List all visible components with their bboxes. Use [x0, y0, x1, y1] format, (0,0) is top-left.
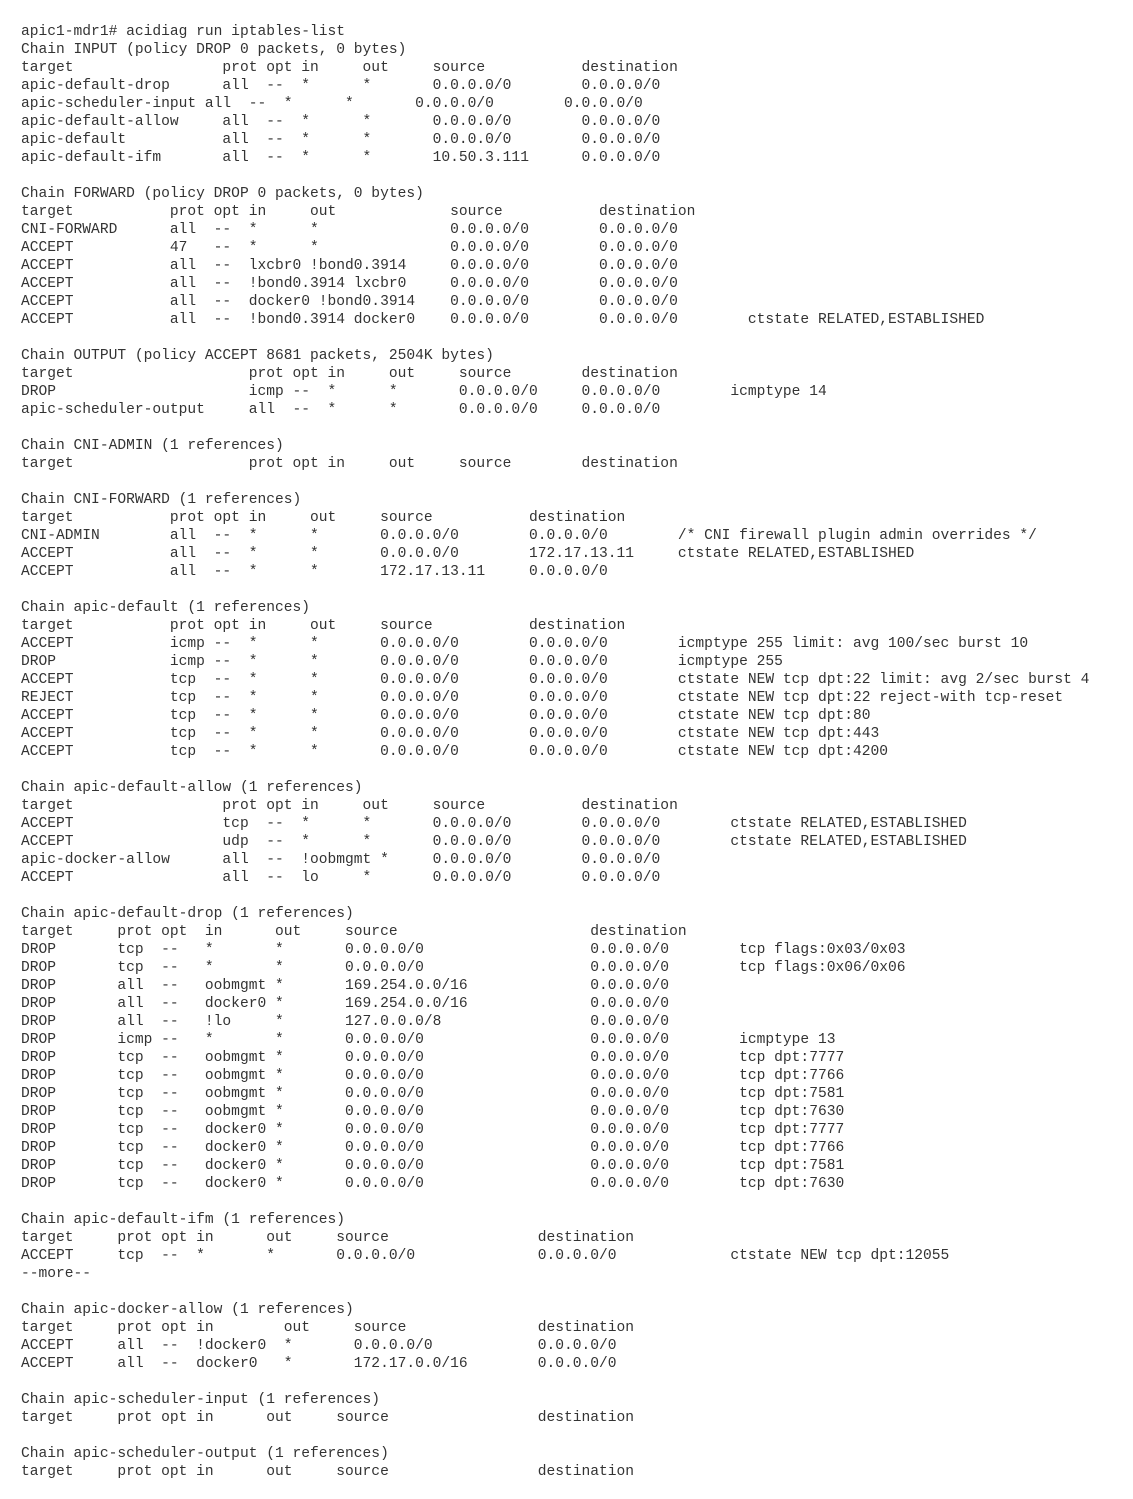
terminal-command-line: apic1-mdr1# acidiag run iptables-list — [21, 24, 346, 40]
terminal-line: ACCEPT all -- !docker0 * 0.0.0.0/0 0.0.0.0/0 — [21, 1338, 617, 1354]
terminal-line: apic-default all -- * * 0.0.0.0/0 0.0.0.0/0 — [21, 132, 661, 148]
terminal-line: ACCEPT icmp -- * * 0.0.0.0/0 0.0.0.0/0 icmptype 255 limit: avg 100/sec burst 10 — [21, 636, 1029, 652]
terminal-line: DROP tcp -- * * 0.0.0.0/0 0.0.0.0/0 tcp flags:0x06/0x06 — [21, 960, 906, 976]
terminal-line: Chain FORWARD (policy DROP 0 packets, 0 bytes) — [21, 186, 424, 202]
terminal-line: ACCEPT all -- docker0 !bond0.3914 0.0.0.0/0 0.0.0.0/0 — [21, 294, 678, 310]
terminal-line: ACCEPT tcp -- * * 0.0.0.0/0 0.0.0.0/0 ctstate NEW tcp dpt:22 limit: avg 2/sec burst 4 — [21, 672, 1090, 688]
terminal-line: apic-scheduler-input all -- * * 0.0.0.0/0 0.0.0.0/0 — [21, 96, 643, 112]
terminal-line — [21, 419, 1121, 437]
terminal-line: DROP tcp -- docker0 * 0.0.0.0/0 0.0.0.0/0 tcp dpt:7766 — [21, 1140, 845, 1156]
terminal-line: DROP all -- oobmgmt * 169.254.0.0/16 0.0.0.0/0 — [21, 978, 670, 994]
terminal-line — [21, 1373, 1121, 1391]
terminal-line — [21, 1193, 1121, 1211]
terminal-line — [21, 581, 1121, 599]
terminal-line: target prot opt in out source destination — [21, 798, 678, 814]
terminal-line: DROP tcp -- docker0 * 0.0.0.0/0 0.0.0.0/0 tcp dpt:7777 — [21, 1122, 845, 1138]
terminal-line: apic-scheduler-output all -- * * 0.0.0.0/0 0.0.0.0/0 — [21, 402, 661, 418]
terminal-line: ACCEPT all -- lo * 0.0.0.0/0 0.0.0.0/0 — [21, 870, 661, 886]
terminal-line: Chain INPUT (policy DROP 0 packets, 0 bytes) — [21, 42, 407, 58]
terminal-line: target prot opt in out source destination — [21, 510, 626, 526]
terminal-line: Chain CNI-FORWARD (1 references) — [21, 492, 302, 508]
terminal-line: ACCEPT tcp -- * * 0.0.0.0/0 0.0.0.0/0 ctstate NEW tcp dpt:4200 — [21, 744, 889, 760]
terminal-line: DROP tcp -- docker0 * 0.0.0.0/0 0.0.0.0/0 tcp dpt:7581 — [21, 1158, 845, 1174]
terminal-line: DROP tcp -- oobmgmt * 0.0.0.0/0 0.0.0.0/0 tcp dpt:7630 — [21, 1104, 845, 1120]
terminal-line: apic-default-drop all -- * * 0.0.0.0/0 0.0.0.0/0 — [21, 78, 661, 94]
terminal-line: Chain apic-default-ifm (1 references) — [21, 1212, 346, 1228]
terminal-line: Chain apic-default-drop (1 references) — [21, 906, 354, 922]
terminal-line: Chain OUTPUT (policy ACCEPT 8681 packets, 2504K bytes) — [21, 348, 494, 364]
terminal-line: target prot opt in out source destination — [21, 1464, 635, 1480]
terminal-line: Chain apic-default-allow (1 references) — [21, 780, 363, 796]
terminal-line — [21, 887, 1121, 905]
terminal-output — [21, 23, 1121, 1481]
terminal-line: DROP icmp -- * * 0.0.0.0/0 0.0.0.0/0 icmptype 14 — [21, 384, 827, 400]
terminal-line: target prot opt in out source destination — [21, 60, 678, 76]
terminal-line: ACCEPT all -- !bond0.3914 docker0 0.0.0.0/0 0.0.0.0/0 ctstate RELATED,ESTABLISHED — [21, 312, 985, 328]
terminal-line: ACCEPT all -- docker0 * 172.17.0.0/16 0.0.0.0/0 — [21, 1356, 617, 1372]
terminal-line: target prot opt in out source destination — [21, 366, 678, 382]
terminal-line: apic-docker-allow all -- !oobmgmt * 0.0.0.0/0 0.0.0.0/0 — [21, 852, 661, 868]
terminal-line: ACCEPT 47 -- * * 0.0.0.0/0 0.0.0.0/0 — [21, 240, 678, 256]
terminal-line: REJECT tcp -- * * 0.0.0.0/0 0.0.0.0/0 ctstate NEW tcp dpt:22 reject-with tcp-reset — [21, 690, 1064, 706]
terminal-line: Chain CNI-ADMIN (1 references) — [21, 438, 284, 454]
terminal-line: apic-default-ifm all -- * * 10.50.3.111 0.0.0.0/0 — [21, 150, 661, 166]
terminal-line: DROP icmp -- * * 0.0.0.0/0 0.0.0.0/0 icmptype 13 — [21, 1032, 836, 1048]
terminal-line: DROP tcp -- docker0 * 0.0.0.0/0 0.0.0.0/0 tcp dpt:7630 — [21, 1176, 845, 1192]
terminal-line: DROP tcp -- oobmgmt * 0.0.0.0/0 0.0.0.0/0 tcp dpt:7777 — [21, 1050, 845, 1066]
terminal-line — [21, 761, 1121, 779]
terminal-line: DROP all -- !lo * 127.0.0.0/8 0.0.0.0/0 — [21, 1014, 670, 1030]
terminal-line: ACCEPT tcp -- * * 0.0.0.0/0 0.0.0.0/0 ctstate NEW tcp dpt:443 — [21, 726, 880, 742]
terminal-line: apic-default-allow all -- * * 0.0.0.0/0 0.0.0.0/0 — [21, 114, 661, 130]
terminal-line: --more-- — [21, 1266, 92, 1282]
terminal-line: ACCEPT all -- * * 0.0.0.0/0 172.17.13.11 ctstate RELATED,ESTABLISHED — [21, 546, 915, 562]
terminal-line: ACCEPT udp -- * * 0.0.0.0/0 0.0.0.0/0 ctstate RELATED,ESTABLISHED — [21, 834, 967, 850]
terminal-line: Chain apic-scheduler-output (1 references) — [21, 1446, 389, 1462]
terminal-line: Chain apic-docker-allow (1 references) — [21, 1302, 354, 1318]
terminal-line: Chain apic-scheduler-input (1 references) — [21, 1392, 381, 1408]
terminal-line — [21, 329, 1121, 347]
terminal-line: ACCEPT all -- !bond0.3914 lxcbr0 0.0.0.0/0 0.0.0.0/0 — [21, 276, 678, 292]
terminal-line: DROP tcp -- oobmgmt * 0.0.0.0/0 0.0.0.0/0 tcp dpt:7581 — [21, 1086, 845, 1102]
terminal-line: target prot opt in out source destination — [21, 1410, 635, 1426]
terminal-line: DROP all -- docker0 * 169.254.0.0/16 0.0.0.0/0 — [21, 996, 670, 1012]
terminal-line — [21, 473, 1121, 491]
terminal-line — [21, 167, 1121, 185]
terminal-line: target prot opt in out source destination — [21, 1320, 635, 1336]
terminal-line: DROP tcp -- oobmgmt * 0.0.0.0/0 0.0.0.0/0 tcp dpt:7766 — [21, 1068, 845, 1084]
terminal-line: target prot opt in out source destination — [21, 618, 626, 634]
terminal-line: DROP icmp -- * * 0.0.0.0/0 0.0.0.0/0 icmptype 255 — [21, 654, 783, 670]
terminal-line: CNI-FORWARD all -- * * 0.0.0.0/0 0.0.0.0/0 — [21, 222, 678, 238]
terminal-line: ACCEPT all -- lxcbr0 !bond0.3914 0.0.0.0/0 0.0.0.0/0 — [21, 258, 678, 274]
terminal-line: target prot opt in out source destination — [21, 456, 678, 472]
terminal-line: target prot opt in out source destination — [21, 924, 687, 940]
terminal-line: ACCEPT tcp -- * * 0.0.0.0/0 0.0.0.0/0 ctstate NEW tcp dpt:80 — [21, 708, 871, 724]
terminal-line: ACCEPT tcp -- * * 0.0.0.0/0 0.0.0.0/0 ctstate RELATED,ESTABLISHED — [21, 816, 967, 832]
terminal-line: ACCEPT tcp -- * * 0.0.0.0/0 0.0.0.0/0 ctstate NEW tcp dpt:12055 — [21, 1248, 950, 1264]
terminal-line: DROP tcp -- * * 0.0.0.0/0 0.0.0.0/0 tcp flags:0x03/0x03 — [21, 942, 906, 958]
terminal-line: Chain apic-default (1 references) — [21, 600, 311, 616]
terminal-line: ACCEPT all -- * * 172.17.13.11 0.0.0.0/0 — [21, 564, 608, 580]
terminal-line: CNI-ADMIN all -- * * 0.0.0.0/0 0.0.0.0/0 /* CNI firewall plugin admin overrides */ — [21, 528, 1037, 544]
terminal-line — [21, 1427, 1121, 1445]
terminal-line: target prot opt in out source destination — [21, 204, 696, 220]
terminal-line: target prot opt in out source destination — [21, 1230, 635, 1246]
terminal-line — [21, 1283, 1121, 1301]
